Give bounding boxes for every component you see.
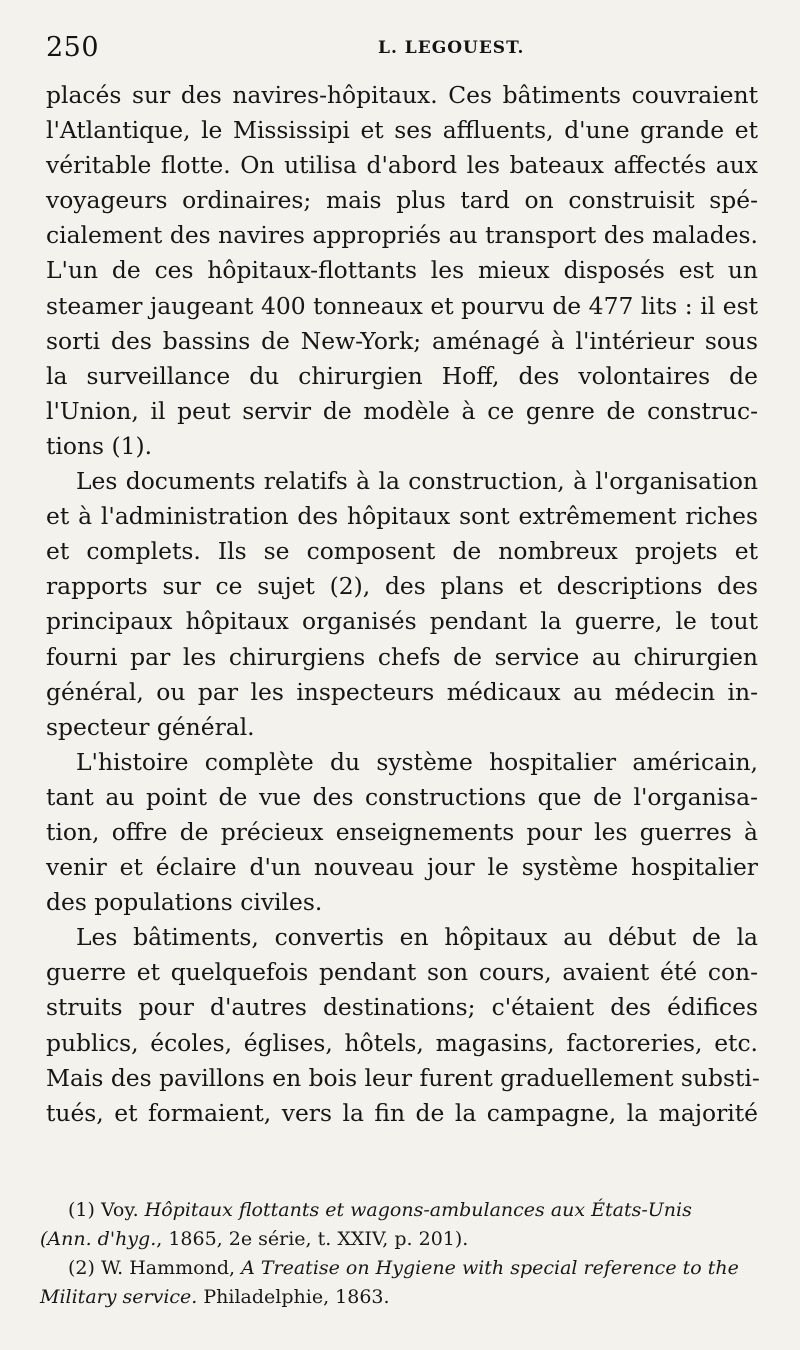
- footnote-1: [40, 1196, 770, 1225]
- text-line: tions (1).: [46, 431, 153, 460]
- text-line: placés sur des navires-hôpitaux. Ces bâtiments couvraient: [46, 81, 758, 109]
- text-line: l'Atlantique, le Mississipi et ses affluents, d'une grande et: [46, 116, 758, 145]
- body-text: [46, 78, 758, 1131]
- text-line: rapports sur ce sujet (2), des plans et descriptions des: [46, 572, 758, 601]
- text-line: des populations civiles.: [46, 888, 323, 917]
- text-line: la surveillance du chirurgien Hoff, des volontaires de: [46, 361, 758, 390]
- footnote-2: [40, 1254, 770, 1283]
- text-line: L'un de ces hôpitaux-flottants les mieux disposés est un: [46, 256, 758, 285]
- footnote-1-rest: , 1865, 2e série, t. XXIV, p. 201).: [156, 1228, 469, 1250]
- footnote-1-prefix: (1) Voy.: [68, 1199, 145, 1221]
- text-line: et à l'administration des hôpitaux sont extrêmement riches: [46, 502, 758, 531]
- text-line: publics, écoles, églises, hôtels, magasins, factoreries, etc.: [46, 1028, 758, 1057]
- footnote-2-title: A Treatise on Hygiene with special reference to the: [241, 1257, 739, 1279]
- footnote-1-continued: [40, 1225, 770, 1254]
- text-line: Mais des pavillons en bois leur furent graduellement substi-: [46, 1063, 760, 1092]
- text-line: guerre et quelquefois pendant son cours, avaient été con-: [46, 958, 758, 987]
- text-line: véritable flotte. On utilisa d'abord les bateaux affectés aux: [46, 151, 758, 180]
- text-line: l'Union, il peut servir de modèle à ce genre de construc-: [46, 396, 758, 425]
- text-line: voyageurs ordinaires; mais plus tard on construisit spé-: [46, 186, 758, 215]
- footnote-2-prefix: (2) W. Hammond,: [68, 1257, 242, 1279]
- text-line: tués, et formaient, vers la fin de la campagne, la majorité: [46, 1098, 758, 1127]
- text-line: général, ou par les inspecteurs médicaux au médecin in-: [46, 677, 758, 706]
- footnotes: [40, 1196, 770, 1312]
- text-line: Les bâtiments, convertis en hôpitaux au début de la: [76, 923, 758, 952]
- text-line: tant au point de vue des constructions que de l'organisa-: [46, 782, 758, 811]
- footnote-2-rest: Philadelphie, 1863.: [197, 1286, 390, 1308]
- running-head: L. LEGOUEST.: [378, 38, 525, 58]
- page-header: [46, 28, 766, 68]
- text-line: venir et éclaire d'un nouveau jour le système hospitalier: [46, 853, 758, 882]
- footnote-2-title-cont: Military service.: [40, 1286, 198, 1308]
- text-line: fourni par les chirurgiens chefs de service au chirurgien: [46, 642, 758, 671]
- text-line: cialement des navires appropriés au transport des malades.: [46, 221, 758, 250]
- footnote-2-continued: [40, 1283, 770, 1312]
- text-line: principaux hôpitaux organisés pendant la guerre, le tout: [46, 607, 758, 636]
- text-line: specteur général.: [46, 712, 255, 741]
- text-line: Les documents relatifs à la construction, à l'organisation: [76, 467, 758, 496]
- text-line: et complets. Ils se composent de nombreux projets et: [46, 537, 758, 566]
- text-line: steamer jaugeant 400 tonneaux et pourvu de 477 lits : il est: [46, 291, 758, 320]
- footnote-1-journal: (Ann. d'hyg.: [40, 1228, 157, 1250]
- text-line: L'histoire complète du système hospitalier américain,: [76, 747, 758, 776]
- text-line: tion, offre de précieux enseignements pour les guerres à: [46, 817, 758, 846]
- text-line: sorti des bassins de New-York; aménagé à l'intérieur sous: [46, 326, 758, 355]
- footnote-1-title: Hôpitaux flottants et wagons-ambulances aux États-Unis: [144, 1199, 692, 1221]
- page-number: 250: [46, 32, 100, 63]
- text-line: struits pour d'autres destinations; c'étaient des édifices: [46, 993, 758, 1022]
